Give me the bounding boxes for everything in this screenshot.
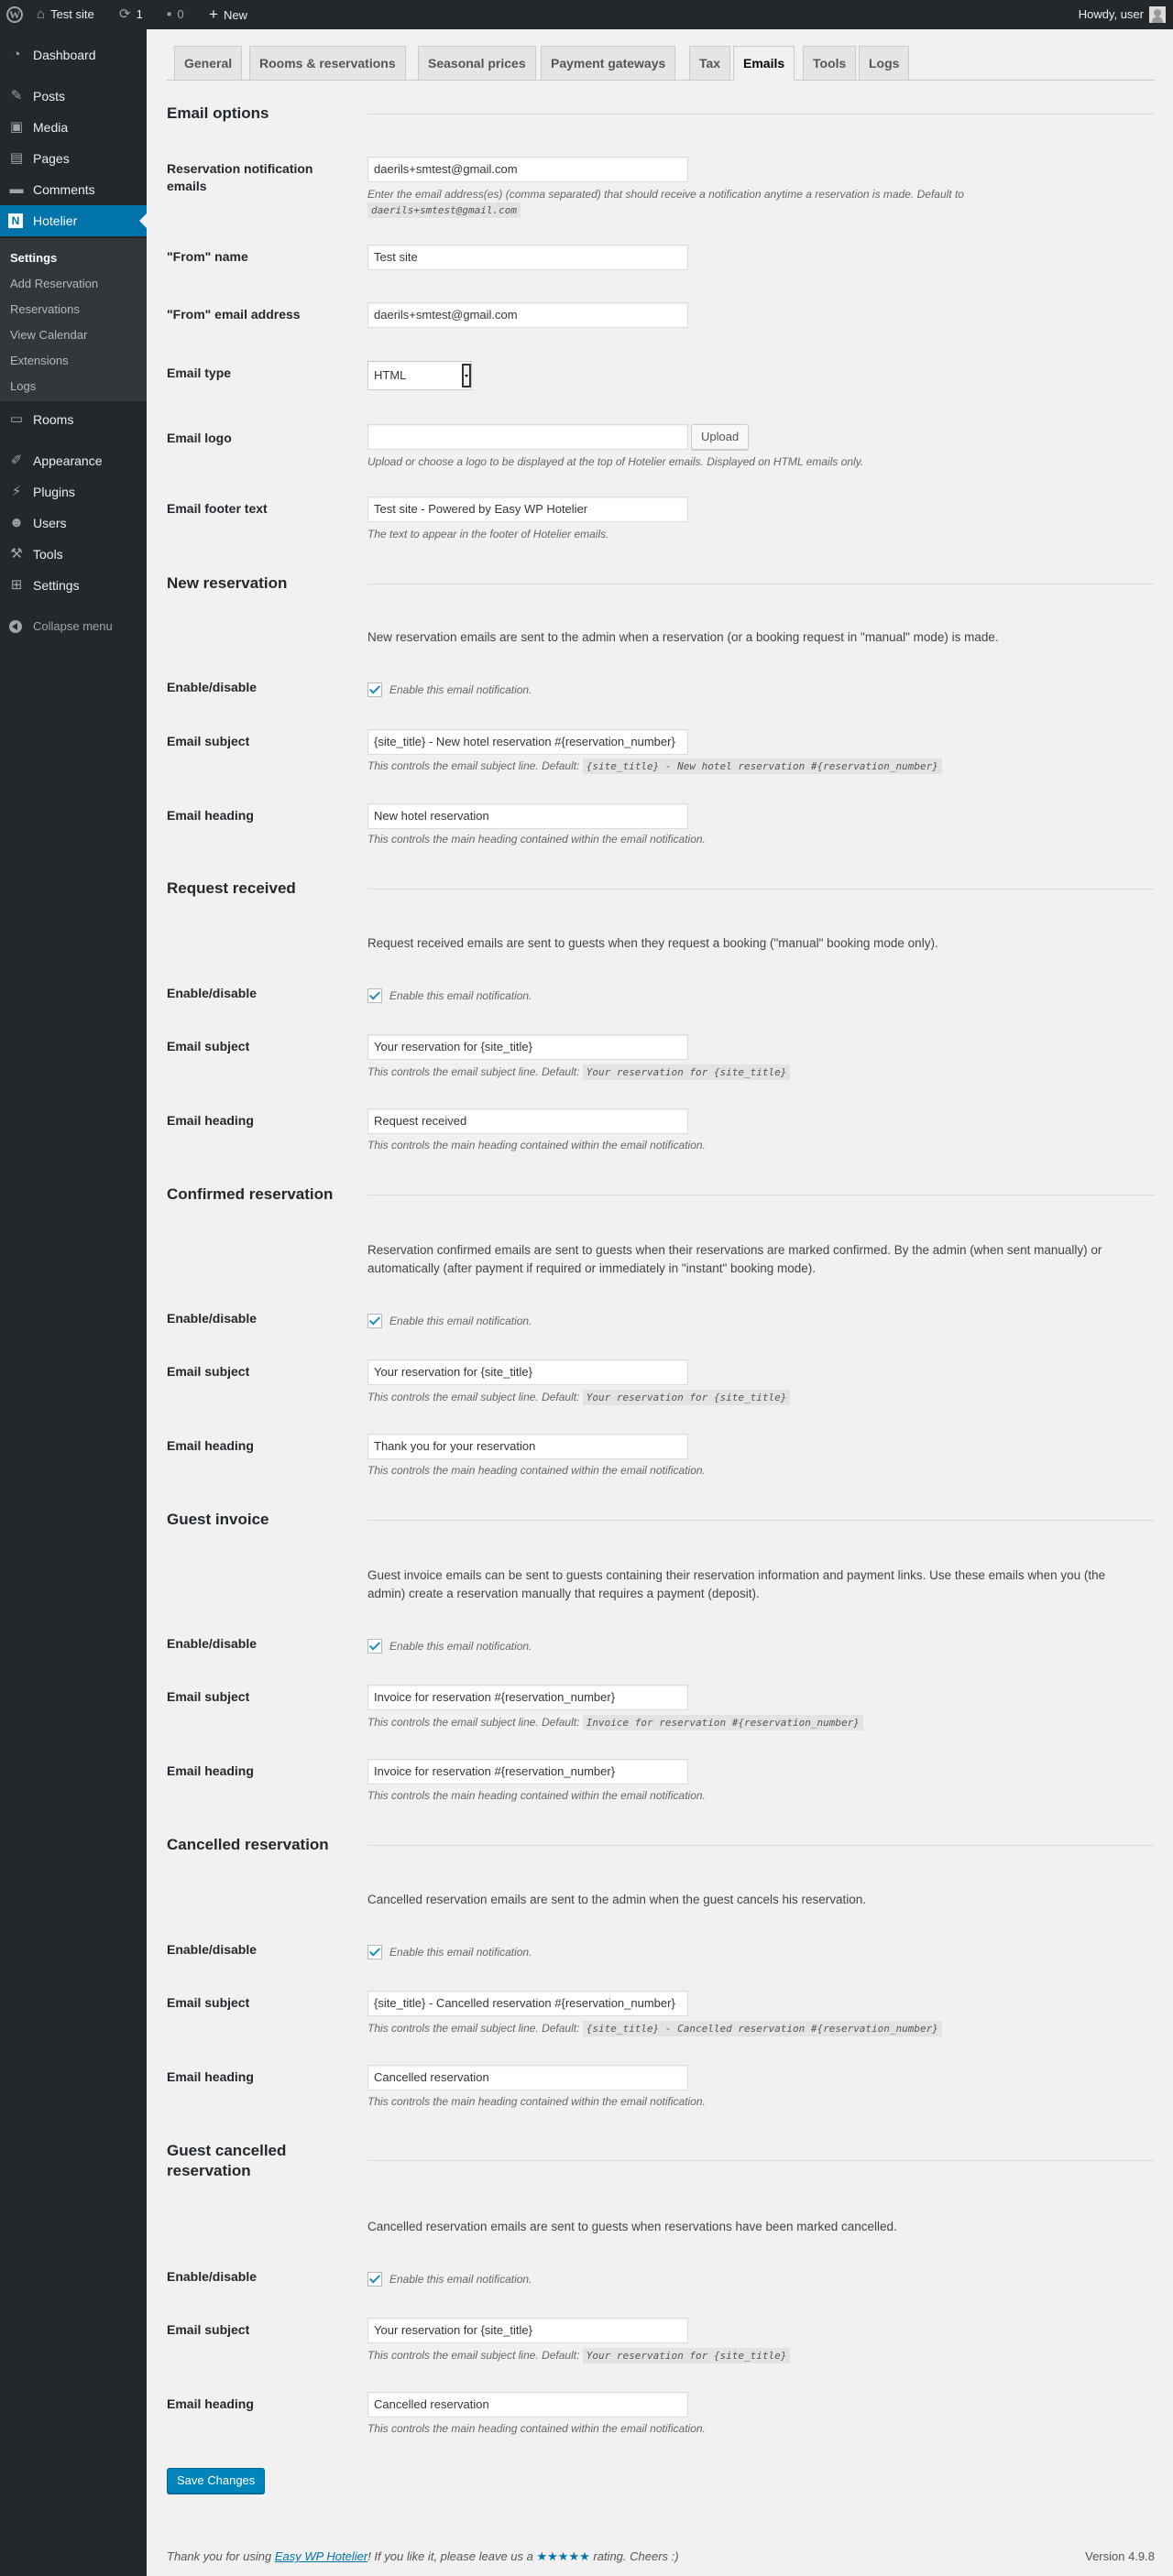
users-icon: ☻ [9,515,24,530]
new-reservation-subject-input[interactable]: {site_title} - New hotel reservation #{reservation_number} [367,729,688,755]
label-reservation-notification-emails: Reservation notification emails [167,161,313,193]
label-email-subject: Email subject [167,2322,250,2337]
comments-link[interactable]: ▪ 0 [167,6,184,22]
enable-notification-label[interactable]: Enable this email notification. [389,989,532,1002]
label-enable-disable: Enable/disable [167,2269,258,2284]
rating-stars-link[interactable]: ★★★★★ [536,2549,590,2563]
email-logo-description: Upload or choose a logo to be displayed at the top of Hotelier emails. Displayed on HTML emails only. [367,455,864,468]
label-enable-disable: Enable/disable [167,1942,258,1957]
current-menu-arrow [139,213,147,228]
guest-cancelled-reservation-intro: Cancelled reservation emails are sent to guests when reservations have been marked cancelled. [367,2220,897,2233]
label-enable-disable: Enable/disable [167,1636,258,1651]
default-subject-code: Your reservation for {site_title} [583,1064,791,1080]
label-email-heading: Email heading [167,1438,254,1453]
heading-description: This controls the main heading contained within the email notification. [367,1789,706,1802]
confirmed-reservation-subject-input[interactable]: Your reservation for {site_title} [367,1359,688,1385]
label-email-heading: Email heading [167,2069,254,2084]
enable-notification-label[interactable]: Enable this email notification. [389,683,532,696]
tab-tools[interactable]: Tools [803,46,856,81]
guest-invoice-subject-input[interactable]: Invoice for reservation #{reservation_number} [367,1685,688,1710]
wrench-icon: ⚒ [10,546,23,562]
heading-description: This controls the main heading contained within the email notification. [367,2095,706,2108]
subject-description: This controls the email subject line. Default: Invoice for reservation #{reservation_number} [367,1715,1027,1730]
request-received-subject-input[interactable]: Your reservation for {site_title} [367,1034,688,1060]
confirmed-reservation-intro: Reservation confirmed emails are sent to guests when their reservations are marked confirmed. By the admin (when sent manually) or automatically (after payment if required or immediately in "instant" booking mode). [367,1243,1102,1275]
section-title-new-reservation: New reservation [167,574,288,592]
submenu-add-reservation[interactable]: Add Reservation [10,277,99,290]
section-title-request-received: Request received [167,879,296,897]
reservation-notification-emails-input[interactable]: daerils+smtest@gmail.com [367,157,688,182]
email-footer-text-input[interactable]: Test site - Powered by Easy WP Hotelier [367,497,688,522]
submenu-extensions[interactable]: Extensions [10,354,69,367]
subject-description: This controls the email subject line. Default: {site_title} - Cancelled reservation #{reservation_number} [367,2021,1027,2036]
guest-cancelled-enable-checkbox[interactable] [367,2272,382,2287]
comment-bubble-icon: ▪ [167,6,172,22]
submenu-reservations[interactable]: Reservations [10,302,80,316]
menu-rooms[interactable]: ▭ Rooms [0,404,147,435]
guest-invoice-enable-checkbox[interactable] [367,1639,382,1654]
label-email-type: Email type [167,366,232,380]
section-title-email-options: Email options [167,104,269,122]
heading-description: This controls the main heading contained within the email notification. [367,1139,706,1152]
section-title-guest-invoice: Guest invoice [167,1511,269,1528]
submenu-settings[interactable]: Settings [10,251,58,265]
section-title-guest-cancelled-reservation: Guest cancelled reservation [167,2142,287,2179]
new-reservation-heading-input[interactable]: New hotel reservation [367,803,688,829]
easy-wp-hotelier-link[interactable]: Easy WP Hotelier [274,2549,368,2563]
menu-settings[interactable]: ⊞ Settings [0,570,147,601]
settings-sliders-icon: ⊞ [10,577,23,593]
email-type-select[interactable]: HTML [367,361,472,390]
default-subject-code: Your reservation for {site_title} [583,1390,791,1405]
plugin-icon: ⚡ [11,484,22,499]
tab-payment-gateways[interactable]: Payment gateways [541,46,675,81]
tab-general[interactable]: General [174,46,242,81]
heading-description: This controls the main heading contained within the email notification. [367,833,706,846]
guest-invoice-heading-input[interactable]: Invoice for reservation #{reservation_number} [367,1759,688,1785]
label-email-heading: Email heading [167,1113,254,1128]
plus-icon: + [209,5,218,23]
confirmed-reservation-heading-input[interactable]: Thank you for your reservation [367,1434,688,1459]
guest-invoice-intro: Guest invoice emails can be sent to guests containing their reservation information and payment links. Use these emails when you (the admin) create a reservation manually that requires a payment (deposit). [367,1568,1106,1600]
default-subject-code: Your reservation for {site_title} [583,2348,791,2363]
menu-comments[interactable]: ▬ Comments [0,174,147,205]
request-received-heading-input[interactable]: Request received [367,1108,688,1134]
home-icon: ⌂ [37,6,46,22]
notification-emails-description: Enter the email address(es) (comma separated) that should receive a notification anytime a reservation is made. Default to daerils+smtest@gmail.com [367,188,964,216]
submenu-view-calendar[interactable]: View Calendar [10,328,88,342]
menu-users[interactable]: ☻ Users [0,508,147,539]
section-divider [367,1520,1155,1521]
new-reservation-intro: New reservation emails are sent to the admin when a reservation (or a booking request in "manual" mode) is made. [367,630,999,644]
hotelier-logo-icon: N [8,213,23,228]
label-email-subject: Email subject [167,1364,250,1379]
label-email-heading: Email heading [167,1763,254,1778]
label-email-heading: Email heading [167,808,254,823]
enable-notification-label[interactable]: Enable this email notification. [389,1315,532,1327]
label-email-subject: Email subject [167,1995,250,2010]
label-email-subject: Email subject [167,1039,250,1053]
howdy-user-link[interactable]: Howdy, user [1078,7,1144,21]
comments-icon: ▬ [9,181,24,197]
default-subject-code: Invoice for reservation #{reservation_number} [583,1715,863,1730]
cancelled-reservation-heading-input[interactable]: Cancelled reservation [367,2065,688,2090]
updates-icon: ⟳ [119,6,131,22]
pages-icon: ▤ [9,150,24,166]
media-icon: ▣ [9,119,24,135]
section-title-cancelled-reservation: Cancelled reservation [167,1836,329,1853]
from-name-input[interactable]: Test site [367,245,688,270]
cancelled-reservation-intro: Cancelled reservation emails are sent to the admin when the guest cancels his reservation. [367,1893,867,1906]
admin-bar [0,0,1173,29]
label-enable-disable: Enable/disable [167,1311,258,1326]
heading-description: This controls the main heading contained within the email notification. [367,2422,706,2435]
dropdown-arrow-icon [462,364,471,387]
tab-seasonal-prices[interactable]: Seasonal prices [418,46,536,81]
upload-logo-button[interactable]: Upload [691,424,749,450]
label-enable-disable: Enable/disable [167,680,258,694]
section-divider [367,889,1155,890]
subject-description: This controls the email subject line. Default: Your reservation for {site_title} [367,1390,1027,1405]
menu-plugins[interactable]: ⚡ Plugins [0,476,147,508]
from-email-input[interactable]: daerils+smtest@gmail.com [367,302,688,328]
subject-description: This controls the email subject line. Default: Your reservation for {site_title} [367,1064,1027,1080]
subject-description: This controls the email subject line. Default: Your reservation for {site_title} [367,2348,1027,2363]
enable-notification-label[interactable]: Enable this email notification. [389,2273,532,2286]
cancelled-reservation-enable-checkbox[interactable] [367,1945,382,1959]
updates-link[interactable]: ⟳ 1 [119,6,143,22]
menu-tools[interactable]: ⚒ Tools [0,539,147,570]
wordpress-logo-icon[interactable]: W [6,6,23,23]
site-name-link[interactable]: ⌂ Test site [37,6,94,22]
user-avatar-icon[interactable] [1149,6,1166,23]
label-enable-disable: Enable/disable [167,986,258,1000]
menu-posts[interactable]: ✎ Posts [0,81,147,112]
section-divider [367,114,1155,115]
cancelled-reservation-subject-input[interactable]: {site_title} - Cancelled reservation #{reservation_number} [367,1991,688,2016]
menu-pages[interactable]: ▤ Pages [0,143,147,174]
enable-notification-label[interactable]: Enable this email notification. [389,1946,532,1959]
new-content-link[interactable]: + New [209,5,247,23]
label-from-name: "From" name [167,249,248,264]
default-email-code: daerils+smtest@gmail.com [367,202,521,218]
menu-hotelier[interactable]: N Hotelier [0,205,147,236]
collapse-menu-button[interactable]: Collapse menu [0,611,147,642]
request-received-intro: Request received emails are sent to guests when they request a booking ("manual" booking mode only). [367,936,938,950]
label-email-subject: Email subject [167,1689,250,1704]
heading-description: This controls the main heading contained within the email notification. [367,1464,706,1477]
settings-tabs [167,46,1155,81]
paintbrush-icon: ✐ [10,453,23,468]
tab-tax[interactable]: Tax [689,46,730,81]
wordpress-version: Version 4.9.8 [1085,2549,1155,2563]
tab-emails[interactable]: Emails [733,46,795,81]
guest-cancelled-subject-input[interactable]: Your reservation for {site_title} [367,2318,688,2343]
label-email-heading: Email heading [167,2396,254,2411]
section-divider [367,1845,1155,1846]
default-subject-code: {site_title} - New hotel reservation #{reservation_number} [583,759,942,774]
pushpin-icon: ✎ [10,88,23,104]
hotelier-submenu [0,238,147,401]
dashboard-icon: ◔ [12,47,21,62]
submenu-logs[interactable]: Logs [10,379,37,393]
menu-media[interactable]: ▣ Media [0,112,147,143]
enable-notification-label[interactable]: Enable this email notification. [389,1640,532,1653]
rooms-icon: ▭ [9,411,24,427]
tab-rooms-reservations[interactable]: Rooms & reservations [249,46,406,81]
section-divider [367,2160,1155,2161]
label-email-footer-text: Email footer text [167,501,268,516]
tab-logs[interactable]: Logs [859,46,909,81]
confirmed-reservation-enable-checkbox[interactable] [367,1314,382,1328]
email-logo-input[interactable] [367,424,688,450]
collapse-arrow-icon [9,620,22,633]
email-footer-description: The text to appear in the footer of Hotelier emails. [367,528,609,540]
menu-dashboard[interactable]: ◔ Dashboard [0,39,147,71]
save-changes-button[interactable]: Save Changes [167,2468,265,2494]
guest-cancelled-heading-input[interactable]: Cancelled reservation [367,2392,688,2418]
menu-appearance[interactable]: ✐ Appearance [0,445,147,476]
section-title-confirmed-reservation: Confirmed reservation [167,1185,334,1203]
label-from-email: "From" email address [167,307,301,322]
request-received-enable-checkbox[interactable] [367,988,382,1003]
label-email-subject: Email subject [167,734,250,748]
default-subject-code: {site_title} - Cancelled reservation #{reservation_number} [583,2021,942,2036]
new-reservation-enable-checkbox[interactable] [367,682,382,697]
label-email-logo: Email logo [167,431,232,445]
footer-thanks: Thank you for using Easy WP Hotelier! If you like it, please leave us a ★★★★★ rating. Cheers :) [167,2549,679,2563]
subject-description: This controls the email subject line. Default: {site_title} - New hotel reservation #{reservation_number} [367,759,1027,774]
